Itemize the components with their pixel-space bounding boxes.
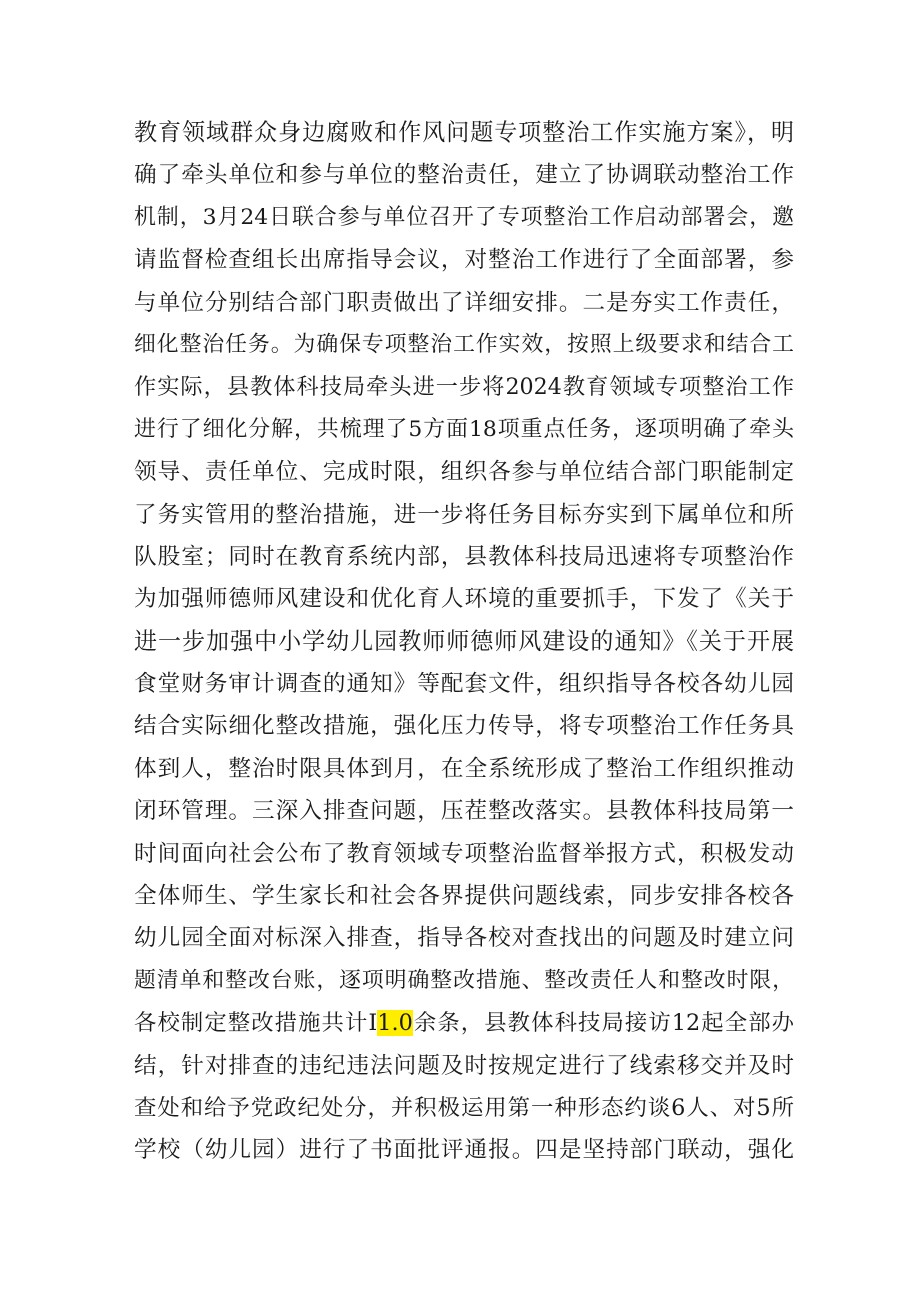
text-line: 学校（幼儿园）进行了书面批评通报。四是坚持部门联动，强化 [134, 1137, 794, 1164]
text-line: 进行了细化分解，共梳理了5方面18项重点任务，逐项明确了牵头 [134, 416, 794, 442]
text-line: 体到人，整治时限具体到月，在全系统形成了整治工作组织推动 [134, 755, 794, 782]
text-line: 请监督检查组长出席指导会议，对整治工作进行了全面部署，参 [134, 247, 794, 274]
text-line: 闭环管理。三深入排查问题，压茬整改落实。县教体科技局第一 [134, 798, 794, 825]
text-segment: 各校制定整改措施共计I [134, 1010, 378, 1037]
text-line: 领导、责任单位、完成时限，组织各参与单位结合部门职能制定 [134, 459, 794, 486]
text-line: 与单位分别结合部门职责做出了详细安排。二是夯实工作责任， [134, 289, 794, 316]
text-line: 为加强师德师风建设和优化育人环境的重要抓手，下发了《关于 [134, 586, 794, 613]
text-line: 结，针对排查的违纪违法问题及时按规定进行了线索移交并及时 [134, 1052, 794, 1079]
text-line: 进一步加强中小学幼儿园教师师德师风建设的通知》《关于开展 [134, 628, 794, 655]
text-line: 时间面向社会公布了教育领域专项整治监督举报方式，积极发动 [134, 840, 794, 867]
text-line: 幼儿园全面对标深入排查，指导各校对查找出的问题及时建立问 [134, 925, 794, 952]
text-line: 确了牵头单位和参与单位的整治责任，建立了协调联动整治工作 [134, 162, 794, 189]
text-line: 教育领域群众身边腐败和作风问题专项整治工作实施方案》，明 [134, 120, 794, 146]
text-line: 了务实管用的整治措施，进一步将任务目标夯实到下属单位和所 [134, 501, 794, 528]
text-line: 查处和给予党政纪处分，并积极运用第一种形态约谈6人、对5所 [134, 1094, 794, 1121]
text-segment: 余条，县教体科技局接访12起全部办 [412, 1010, 794, 1037]
text-line: 机制，3月24日联合参与单位召开了专项整治工作启动部署会，邀 [134, 204, 794, 230]
highlighted-number: 1.0 [377, 1010, 413, 1037]
text-line: 结合实际细化整改措施，强化压力传导，将专项整治工作任务具 [134, 713, 794, 740]
body-text [134, 112, 794, 1172]
text-line: 题清单和整改台账，逐项明确整改措施、整改责任人和整改时限， [134, 967, 794, 993]
text-line: 队股室；同时在教育系统内部，县教体科技局迅速将专项整治作 [134, 543, 794, 570]
text-line: 全体师生、学生家长和社会各界提供问题线索，同步安排各校各 [134, 883, 794, 910]
text-line: 细化整治任务。为确保专项整治工作实效，按照上级要求和结合工 [134, 331, 794, 357]
highlighted-text-line [134, 1002, 794, 1044]
text-line: 作实际，县教体科技局牵头进一步将2024教育领域专项整治工作 [134, 374, 794, 401]
text-line: 食堂财务审计调查的通知》等配套文件，组织指导各校各幼儿园 [134, 671, 794, 698]
